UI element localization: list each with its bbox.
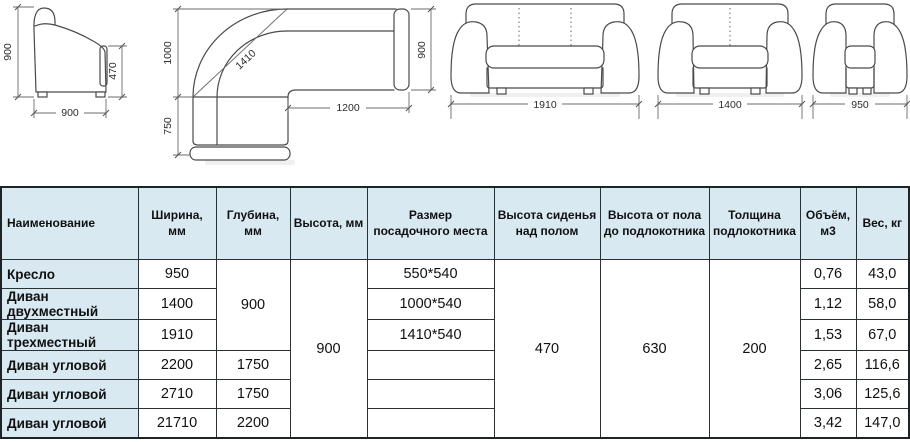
- sofa3-armrest-left: [451, 22, 489, 93]
- armchair-seat-cushion: [845, 46, 875, 68]
- cell-width: 21710: [138, 409, 216, 439]
- dimension-label-armchair-width: 950: [851, 99, 869, 111]
- corner-bottom-section: [193, 97, 288, 145]
- side-view-outline: [34, 8, 106, 92]
- cell-weight: 58,0: [856, 289, 909, 320]
- cell-width: 2200: [138, 351, 216, 380]
- cell-width: 1400: [138, 289, 216, 320]
- dimension-label-corner-bottom: 750: [162, 117, 174, 135]
- armchair-base: [846, 68, 874, 88]
- two-seat-sofa-drawing: [655, 4, 805, 119]
- cell-name: Кресло: [1, 260, 138, 289]
- column-header-floor-to-armrest: Высота от пола до подлокотника: [600, 187, 709, 260]
- cell-width: 2710: [138, 380, 216, 409]
- column-header-depth: Глубина, мм: [216, 187, 290, 260]
- cell-seat-height-merged: 470: [494, 260, 600, 439]
- cell-height-merged: 900: [290, 260, 367, 439]
- sofa3-seat-cushion: [486, 46, 604, 68]
- dimension-label-side-depth: 900: [61, 107, 79, 119]
- sofa3-foot-left: [497, 88, 506, 94]
- cell-depth-merged: 900: [216, 260, 290, 351]
- cell-volume: 3,42: [800, 409, 856, 439]
- specs-table: [0, 186, 910, 439]
- cell-armrest-thickness-merged: 200: [709, 260, 800, 439]
- table-row: [1, 260, 909, 289]
- dimension-label-seat-height: 470: [107, 62, 119, 80]
- cell-floor-to-armrest-merged: 630: [600, 260, 709, 439]
- cell-depth: 2200: [216, 409, 290, 439]
- cell-weight: 125,6: [856, 380, 909, 409]
- side-view-foot-left: [38, 92, 47, 97]
- dimension-label-corner-diagonal: 1410: [233, 47, 259, 73]
- cell-name: Диван трехместный: [1, 320, 138, 351]
- cell-weight: 116,6: [856, 351, 909, 380]
- sofa2-armrest-left: [658, 22, 694, 93]
- corner-seat-front-edge: [288, 90, 394, 97]
- cell-name: Диван угловой: [1, 351, 138, 380]
- corner-diagonal-line: [193, 9, 287, 97]
- armchair-foot-left: [849, 88, 857, 94]
- cell-seat-size: [367, 351, 494, 380]
- column-header-seat-height: Высота сиденья над полом: [494, 187, 600, 260]
- cell-volume: 1,53: [800, 320, 856, 351]
- corner-right-armrest: [394, 9, 409, 90]
- column-header-seat-size: Размер посадочного места: [367, 187, 494, 260]
- armchair-front-drawing: [810, 4, 910, 119]
- sofa2-armrest-right: [766, 22, 802, 93]
- corner-inner-arc: [217, 31, 287, 97]
- column-header-height: Высота, мм: [290, 187, 367, 260]
- cell-depth: 1750: [216, 380, 290, 409]
- cell-seat-size: 1410*540: [367, 320, 494, 351]
- cell-depth: 1750: [216, 351, 290, 380]
- side-view-drawing: [2, 4, 127, 119]
- cell-width: 1910: [138, 320, 216, 351]
- side-view-foot-right: [96, 92, 105, 97]
- column-header-volume: Объём, м3: [800, 187, 856, 260]
- cell-seat-size: 550*540: [367, 260, 494, 289]
- dimension-label-corner-top: 1000: [162, 41, 174, 65]
- armchair-armrest-left: [813, 22, 846, 93]
- dimension-label-sofa2-width: 1400: [718, 99, 742, 111]
- sofa3-base: [487, 68, 603, 88]
- cell-name: Диван угловой: [1, 380, 138, 409]
- armchair-armrest-right: [874, 22, 907, 93]
- cell-seat-size: [367, 380, 494, 409]
- cell-volume: 0,76: [800, 260, 856, 289]
- cell-weight: 67,0: [856, 320, 909, 351]
- column-header-name: Наименование: [1, 187, 138, 260]
- dimension-label-sofa3-width: 1910: [533, 99, 557, 111]
- dimension-label-side-height: 900: [2, 43, 14, 61]
- sofa3-armrest-right: [601, 22, 639, 93]
- table-header-row: [1, 187, 909, 260]
- sofa2-base: [693, 68, 767, 88]
- cell-name: Диван угловой: [1, 409, 138, 439]
- cell-weight: 43,0: [856, 260, 909, 289]
- three-seat-sofa-drawing: [448, 4, 642, 119]
- dimension-label-corner-depth: 900: [416, 41, 428, 59]
- cell-volume: 3,06: [800, 380, 856, 409]
- corner-bottom-armrest: [190, 147, 290, 160]
- technical-drawings: [0, 0, 910, 186]
- dimension-label-corner-width: 1200: [336, 102, 360, 114]
- sofa2-seat-cushion: [692, 46, 768, 68]
- sofa2-foot-left: [700, 88, 709, 94]
- column-header-width: Ширина, мм: [138, 187, 216, 260]
- sofa3-foot-right: [584, 88, 593, 94]
- cell-volume: 1,12: [800, 289, 856, 320]
- side-view-headrest-line: [35, 24, 55, 26]
- cell-seat-size: 1000*540: [367, 289, 494, 320]
- cell-width: 950: [138, 260, 216, 289]
- cell-name: Диван двухместный: [1, 289, 138, 320]
- sofa2-foot-right: [751, 88, 760, 94]
- cell-weight: 147,0: [856, 409, 909, 439]
- corner-sofa-top-view-drawing: [162, 6, 436, 165]
- armchair-foot-right: [863, 88, 871, 94]
- column-header-weight: Вес, кг: [856, 187, 909, 260]
- cell-seat-size: [367, 409, 494, 439]
- column-header-armrest-thickness: Толщина подлокотника: [709, 187, 800, 260]
- cell-volume: 2,65: [800, 351, 856, 380]
